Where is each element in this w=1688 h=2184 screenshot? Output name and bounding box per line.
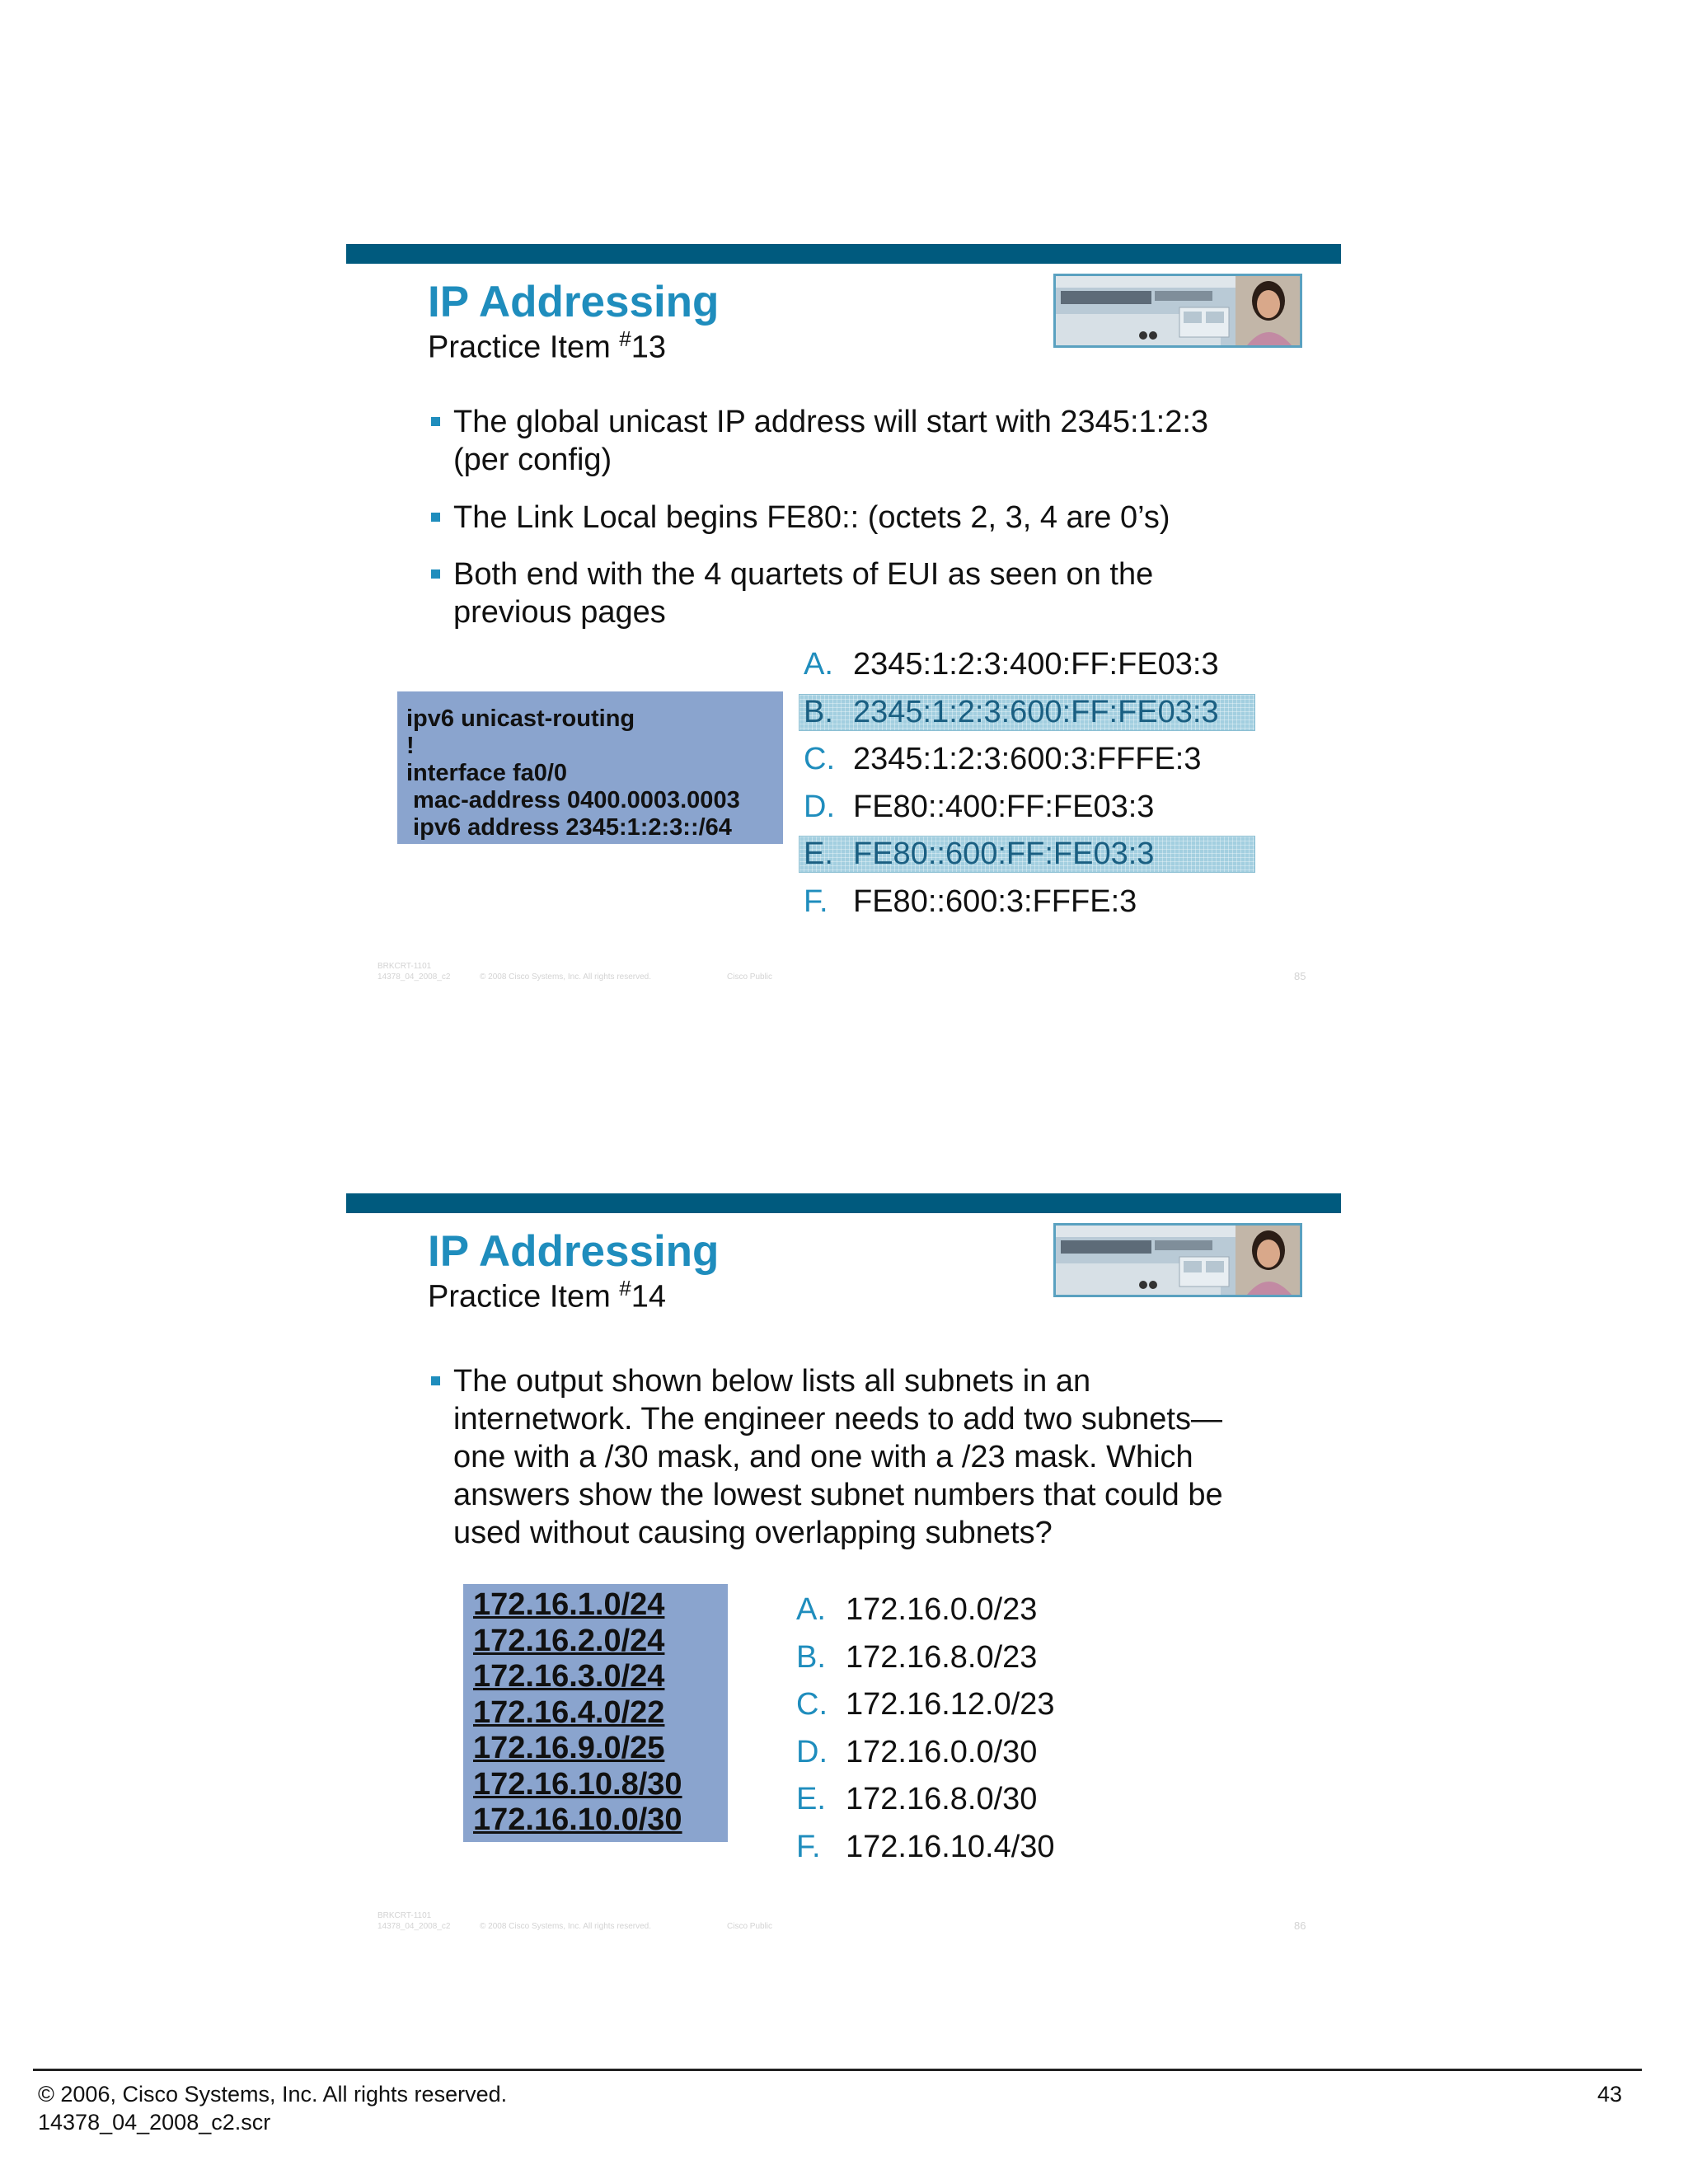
answer-letter: A. <box>796 1592 826 1627</box>
code-line: interface fa0/0 <box>406 760 568 786</box>
answer-text: 172.16.10.4/30 <box>846 1829 1055 1864</box>
slide-title: IP Addressing <box>428 1227 720 1276</box>
config-code-box <box>397 691 783 844</box>
slide-footer-classification: Cisco Public <box>727 1922 773 1931</box>
practice-item-number: 14 <box>631 1279 667 1315</box>
answer-letter: A. <box>804 647 833 682</box>
answer-letter: B. <box>804 694 833 729</box>
footer-course-code: BRKCRT-1101 <box>377 1911 432 1920</box>
slide-page-number: 86 <box>1294 1919 1306 1932</box>
code-line: ipv6 address 2345:1:2:3::/64 <box>406 814 732 841</box>
page-footer-rule <box>33 2069 1642 2071</box>
slide-footer-course <box>377 1910 450 1932</box>
slide-footer-copyright: © 2008 Cisco Systems, Inc. All rights reserved. <box>480 972 652 982</box>
bullet-item: The global unicast IP address will start with 2345:1:2:3 (per config) <box>428 403 1268 479</box>
bullet-item: Both end with the 4 quartets of EUI as seen on the previous pages <box>428 555 1268 631</box>
footer-course-code: BRKCRT-1101 <box>377 962 432 971</box>
slide-subtitle <box>428 326 666 366</box>
bullet-item: The output shown below lists all subnets in an internetwork. The engineer needs to add two subnets—one with a /30 mask, and one with a /23 mask. Which answers show the lowest subnet numbers that could be used without causing overlapping subnets? <box>428 1362 1268 1552</box>
answer-letter: E. <box>804 837 833 871</box>
subnet-entry: 172.16.10.8/30 <box>473 1766 682 1802</box>
subnet-list-box <box>463 1584 728 1842</box>
subnet-entry: 172.16.1.0/24 <box>473 1587 665 1622</box>
answer-letter: E. <box>796 1782 826 1816</box>
subnet-entry: 172.16.3.0/24 <box>473 1659 665 1694</box>
answer-text: 172.16.0.0/23 <box>846 1592 1038 1627</box>
page-copyright: © 2006, Cisco Systems, Inc. All rights reserved. <box>38 2082 508 2107</box>
answer-text: FE80::400:FF:FE03:3 <box>853 789 1155 824</box>
answer-text: 172.16.12.0/23 <box>846 1687 1055 1722</box>
presenter-photo-illustration <box>1056 1226 1300 1295</box>
presenter-photo <box>1053 274 1302 348</box>
answer-text: FE80::600:3:FFFE:3 <box>853 883 1137 919</box>
slide-top-bar <box>346 1193 1341 1213</box>
bullet-list <box>428 1362 1268 1572</box>
subnet-entry: 172.16.9.0/25 <box>473 1731 665 1765</box>
page-filename: 14378_04_2008_c2.scr <box>38 2110 271 2135</box>
slide-footer-course <box>377 961 450 982</box>
subtitle-superscript: # <box>619 1276 631 1301</box>
subtitle-superscript: # <box>619 326 631 351</box>
practice-item-number: 13 <box>631 330 667 365</box>
answer-letter: D. <box>804 789 835 824</box>
footer-file-id: 14378_04_2008_c2 <box>377 972 451 982</box>
answer-letter: F. <box>796 1829 821 1864</box>
slide-subtitle <box>428 1276 666 1315</box>
slide-86 <box>346 1193 1341 2018</box>
subtitle-prefix: Practice Item <box>428 1279 620 1315</box>
footer-file-id: 14378_04_2008_c2 <box>377 1922 451 1931</box>
slide-85 <box>346 244 1341 1068</box>
slide-footer-classification: Cisco Public <box>727 972 773 982</box>
subtitle-prefix: Practice Item <box>428 330 620 365</box>
answer-text: 2345:1:2:3:400:FF:FE03:3 <box>853 647 1219 682</box>
answer-letter: D. <box>796 1734 828 1769</box>
answer-text: 2345:1:2:3:600:FF:FE03:3 <box>853 694 1219 729</box>
answer-text: FE80::600:FF:FE03:3 <box>853 837 1155 871</box>
code-line: mac-address 0400.0003.0003 <box>406 787 740 813</box>
code-line: ipv6 unicast-routing <box>406 705 635 732</box>
answer-letter: C. <box>804 742 835 776</box>
answer-text: 2345:1:2:3:600:3:FFFE:3 <box>853 742 1202 776</box>
answer-letter: F. <box>804 883 828 919</box>
answer-text: 172.16.0.0/30 <box>846 1734 1038 1769</box>
slide-title: IP Addressing <box>428 278 720 326</box>
answer-letter: B. <box>796 1639 826 1675</box>
answer-text: 172.16.8.0/23 <box>846 1639 1038 1675</box>
code-line: ! <box>406 733 415 759</box>
page-number: 43 <box>1597 2082 1622 2107</box>
subnet-entry: 172.16.2.0/24 <box>473 1623 665 1658</box>
answer-text: 172.16.8.0/30 <box>846 1782 1038 1816</box>
slide-footer-copyright: © 2008 Cisco Systems, Inc. All rights reserved. <box>480 1922 652 1931</box>
presenter-photo <box>1053 1223 1302 1297</box>
subnet-entry: 172.16.10.0/30 <box>473 1802 682 1837</box>
slide-page-number: 85 <box>1294 970 1306 982</box>
slide-top-bar <box>346 244 1341 264</box>
subnet-entry: 172.16.4.0/22 <box>473 1694 665 1730</box>
answer-letter: C. <box>796 1687 828 1722</box>
presenter-photo-illustration <box>1056 276 1300 345</box>
bullet-list <box>428 403 1268 651</box>
page-footer <box>38 2080 507 2136</box>
bullet-item: The Link Local begins FE80:: (octets 2, 3, 4 are 0’s) <box>428 499 1268 537</box>
